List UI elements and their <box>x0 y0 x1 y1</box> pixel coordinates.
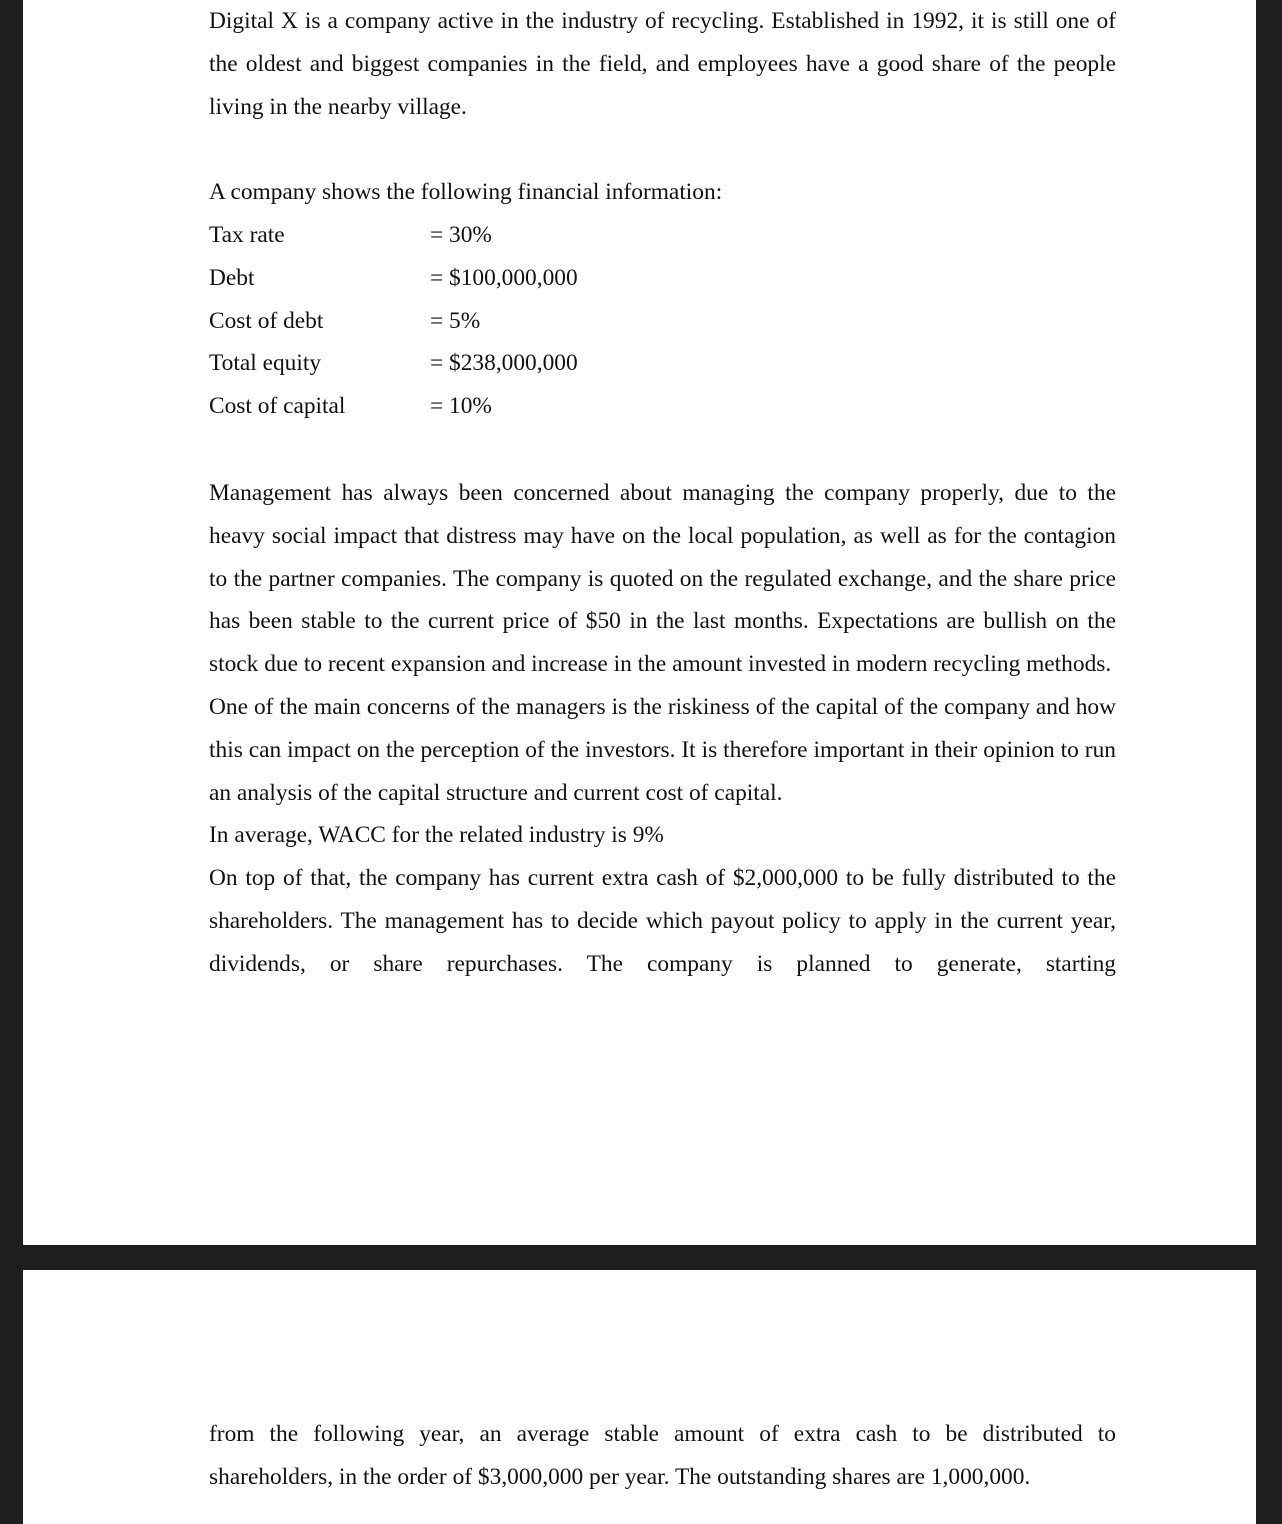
financial-value: = 30% <box>430 222 492 248</box>
document-page-2 <box>23 1270 1256 1524</box>
financial-label: Cost of capital <box>209 393 346 420</box>
financial-info-heading: A company shows the following financial information: <box>209 179 723 205</box>
document-page-1 <box>23 0 1256 1245</box>
financial-value: = $100,000,000 <box>430 264 578 291</box>
financial-row-tax-rate <box>209 214 1116 257</box>
financial-row-cost-of-capital <box>209 385 1116 428</box>
continuation-paragraph: from the following year, an average stable amount of extra cash to be distributed to shareholders, in the order of $3,000,000 per year. The outstanding shares are 1,000,000. <box>209 1421 1116 1490</box>
financial-row-debt <box>209 257 1116 300</box>
financial-value: = $238,000,000 <box>430 350 578 377</box>
continuation-section <box>209 1413 1116 1499</box>
financial-info-table <box>209 214 1116 428</box>
financial-label: Debt <box>209 264 255 291</box>
wacc-paragraph: In average, WACC for the related industry is 9% <box>209 822 664 849</box>
management-paragraph: Management has always been concerned about managing the company properly, due to the heavy social impact that distress may have on the local population, as well as for the contagion to the partner companies. The company is quoted on the regulated exchange, and the share price has been stable to the current price of $50 in the last months. Expectations are bullish on the stock due to recent expansion and increase in the amount invested in modern recycling methods. <box>209 480 1116 678</box>
intro-paragraph: Digital X is a company active in the industry of recycling. Established in 1992, it is still one of the oldest and biggest companies in the field, and employees have a good share of the people living in the nearby village. <box>209 8 1116 120</box>
financial-label: Cost of debt <box>209 307 324 334</box>
financial-info-section <box>209 171 1116 214</box>
financial-value: = 5% <box>430 307 481 334</box>
financial-value: = 10% <box>430 393 492 420</box>
financial-row-total-equity <box>209 342 1116 385</box>
payout-paragraph: On top of that, the company has current extra cash of $2,000,000 to be fully distributed to the shareholders. The management has to decide which payout policy to apply in the current year, dividends, or share repurchases. The company is planned to generate, starting <box>209 865 1116 977</box>
risk-paragraph: One of the main concerns of the managers is the riskiness of the capital of the company and how this can impact on the perception of the investors. It is therefore important in their opinion to run an analysis of the capital structure and current cost of capital. <box>209 693 1116 806</box>
financial-label: Total equity <box>209 350 322 377</box>
financial-label: Tax rate <box>209 222 285 248</box>
intro-section <box>209 0 1116 128</box>
financial-row-cost-of-debt <box>209 300 1116 343</box>
body-section <box>209 472 1116 986</box>
